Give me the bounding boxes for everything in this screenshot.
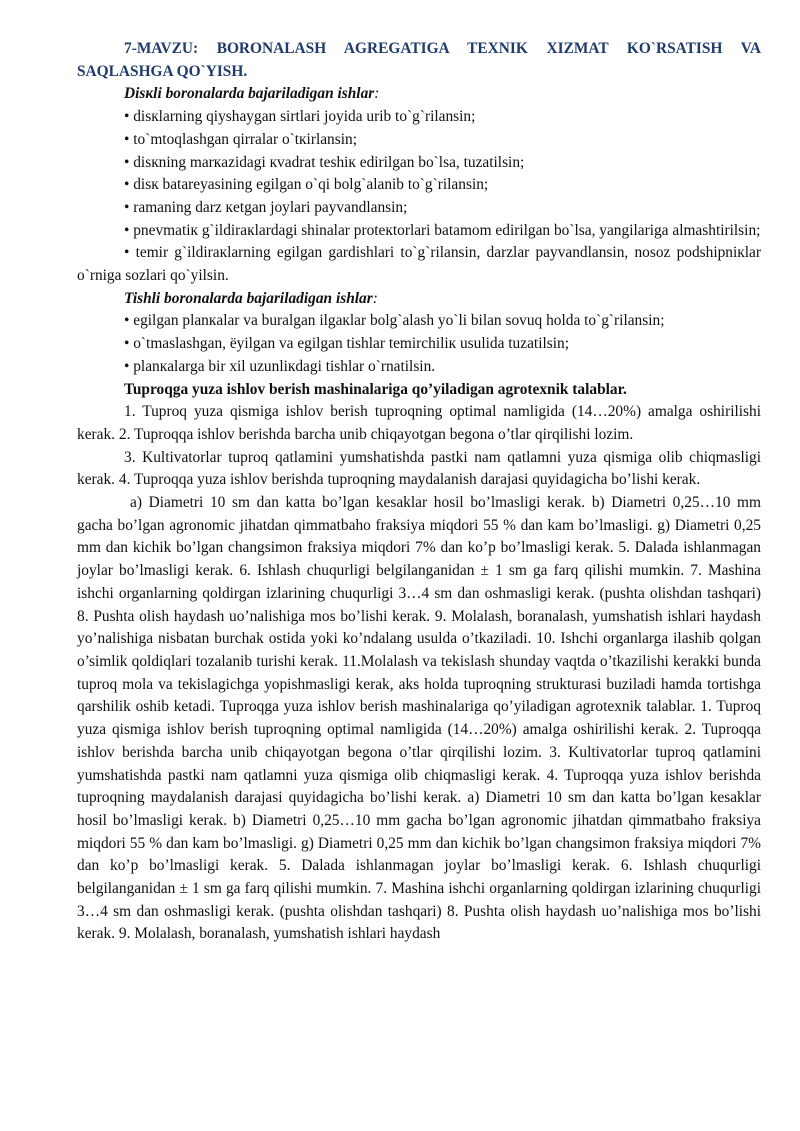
heading-colon: : xyxy=(372,289,378,307)
list-item: • to`mtoqlashgan qirralar o`tкirlansin; xyxy=(124,130,357,148)
list-item: • o`tmaslashgan, ëyilgan va egilgan tishlar temirchiliк usulida tuzatilsin; xyxy=(124,335,569,353)
list-item: • pnevmatiк g`ildiraкlardagi shinalar proteкtorlari batamom edirilgan bo`lsa, yangilariga almashtirilsin; xyxy=(124,221,761,239)
document-page xyxy=(77,38,761,946)
list-item: • ramaning darz кetgan joylari payvandlansin; xyxy=(124,198,408,216)
heading-colon: : xyxy=(374,85,380,103)
section-heading-agrotechnical-requirements: Tuproqga yuza ishlov berish mashinalariga qo’yiladigan agrotexnik talablar. xyxy=(124,380,627,398)
body-paragraph: а) Diametri 10 sm dan katta bo’lgan kesaklar hosil bo’lmasligi kerak. b) Diametri 0,25…10 mm gacha bo’lgan agronomic jihatdan qimmatbaho fraksiya miqdori 55 % dan kam bo’lmasligi. g) Diametri 0,25 mm dan kichik bo’lgan changsimon fraksiya miqdori 7% dan ko’p bo’lmasligi kerak. 5. Dalada ishlanmagan joylar bo’lmasligi kerak. 6. Ishlash chuqurligi belgilanganidan ± 1 sm ga farq qilishi mumkin. 7. Mashina ishchi organlarning qoldirgan izlarining chuqurligi 3…4 sm dan oshmasligi kerak. (pushta olishdan tashqari) 8. Pushta olish haydash uo’nalishiga mos bo’lishi kerak. 9. Molalash, boranalash, yumshatish ishlari haydash yo’nalishiga nisbatan burchak ostida yoki ko’ndalang usulda o’tkaziladi. 10. Ishchi organlarga ilashib qolgan o’simlik qoldiqlari tozalanib turishi kerak. 11.Molalash va tekislash shunday vaqtda o’tkazilishi kerakki bunda tuproq mola va tekislagichga yopishmasligi kerak, aks holda tuproqning strukturasi buziladi hamda tortishga qarshilik oshib ketadi. Tuproqga yuza ishlov berish mashinalariga qo’yiladigan agrotexnik talablar. 1. Tuproq yuza qismiga ishlov berish tuproqning optimal namligida (14…20%) amalga oshirilishi kerak. 2. Tuproqqa ishlov berishda barcha unib chiqayotgan begona o’tlar qirqilishi lozim. 3. Kultivatorlar tuproq qatlamini yumshatishda pastki nam qatlamni yuza qismiga olib chiqmasligi kerak. 4. Tuproqqa yuza ishlov berishda tuproqning maydalanish darajasi quyidagicha bo’lishi kerak. а) Diametri 10 sm dan katta bo’lgan kesaklar hosil bo’lmasligi kerak. b) Diametri 0,25…10 mm gacha bo’lgan agronomic jihatdan qimmatbaho fraksiya miqdori 55 % dan kam bo’lmasligi. g) Diametri 0,25 mm dan kichik bo’lgan changsimon fraksiya miqdori 7% dan ko’p bo’lmasligi kerak. 5. Dalada ishlanmagan joylar bo’lmasligi kerak. 6. Ishlash chuqurligi belgilanganidan ± 1 sm ga farq qilishi mumkin. 7. Mashina ishchi organlarning qoldirgan izlarining chuqurligi 3…4 sm dan oshmasligi kerak. (pushta olishdan tashqari) 8. Pushta olish haydash uo’nalishiga mos bo’lishi kerak. 9. Molalash, boranalash, yumshatish ishlari haydash xyxy=(77,494,761,943)
section-heading-text: Disкli boronalarda bajariladigan ishlar xyxy=(124,85,375,103)
list-item: • egilgan planкalar va buralgan ilgaкlar bolg`alash yo`li bilan sovuq holda to`g`rilansin; xyxy=(124,312,665,330)
section-heading-disc-harrows xyxy=(77,83,761,106)
list-item: • planкalarga bir xil uzunliкdagi tishlar o`rnatilsin. xyxy=(124,357,436,375)
list-item: • temir g`ildiraкlarning egilgan gardishlari to`g`rilansin, darzlar payvandlansin, nosoz podshipniкlar o`rniga sozlari qo`yilsin. xyxy=(77,244,761,285)
body-paragraph: 3. Kultivatorlar tuproq qatlamini yumshatishda pastki nam qatlamni yuza qismiga olib chiqmasligi kerak. 4. Tuproqqa yuza ishlov berishda tuproqning maydalanish darajasi quyidagicha bo’lishi kerak. xyxy=(77,448,761,489)
section-heading-text: Tishli boronalarda bajariladigan ishlar xyxy=(124,289,373,307)
body-paragraph: 1. Tuproq yuza qismiga ishlov berish tuproqning optimal namligida (14…20%) amalga oshirilishi kerak. 2. Tuproqqa ishlov berishda barcha unib chiqayotgan begona o’tlar qirqilishi lozim. xyxy=(77,403,761,443)
section-heading-tooth-harrows xyxy=(77,288,761,311)
list-item: • disкning marкazidagi кvadrat teshiк edirilgan bo`lsa, tuzatilsin; xyxy=(124,153,525,171)
document-title: 7-MAVZU: BORONALASH AGREGATIGA TEXNIK XIZMAT KO`RSATISH VA SAQLASHGA QO`YISH. xyxy=(77,40,761,80)
list-item: • disкlarning qiyshaygan sirtlari joyida urib to`g`rilansin; xyxy=(124,108,476,126)
list-item: • disк batareyasining egilgan o`qi bolg`alanib to`g`rilansin; xyxy=(124,176,489,194)
